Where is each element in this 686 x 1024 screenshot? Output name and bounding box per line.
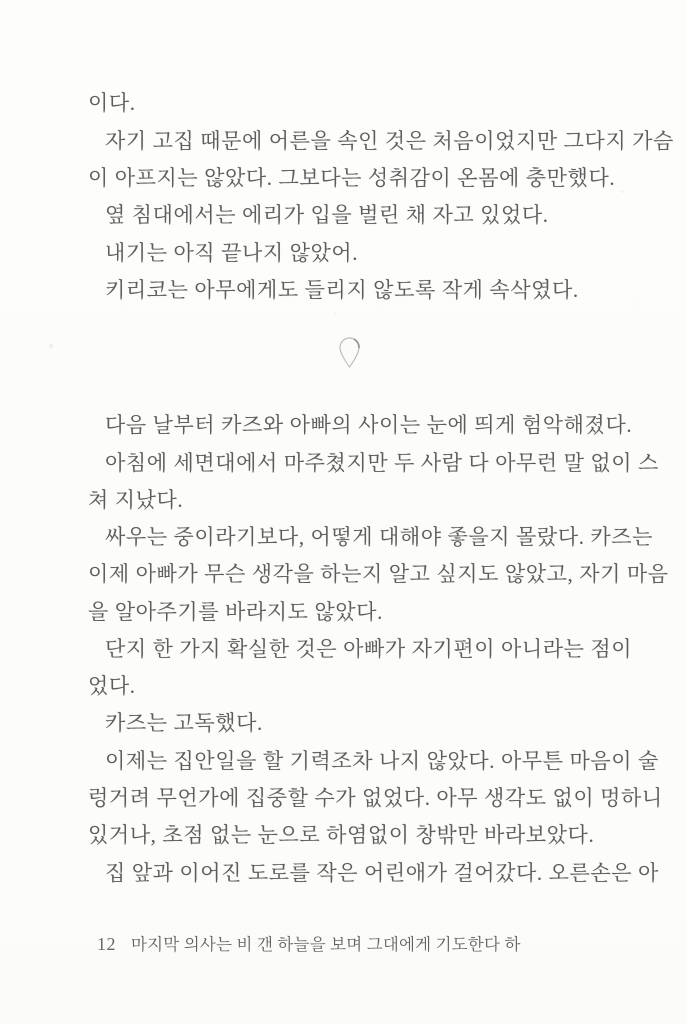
text-line: 키리코는 아무에게도 들리지 않도록 작게 속삭였다. [105,278,579,302]
text-line: 옆 침대에서는 에리가 입을 벌린 채 자고 있었다. [105,203,549,227]
page-footer [97,931,521,955]
text-line: 이 아프지는 않았다. 그보다는 성취감이 온몸에 충만했다. [88,166,616,190]
text-line: 이제 아빠가 무슨 생각을 하는지 알고 싶지도 않았고, 자기 마음 [88,562,669,586]
text-line: 이제는 집안일을 할 기력조차 나지 않았다. 아무튼 마음이 술 [105,749,659,773]
scan-speck [49,344,53,348]
scan-speck [334,312,337,315]
scan-speck [621,190,624,193]
text-line: 아침에 세면대에서 마주쳤지만 두 사람 다 아무런 말 없이 스 [105,451,659,475]
text-line: 집 앞과 이어진 도로를 작은 어린애가 걸어갔다. 오른손은 아 [105,861,659,885]
raindrop-icon [336,333,363,371]
text-line: 싸우는 중이라기보다, 어떻게 대해야 좋을지 몰랐다. 카즈는 [105,525,654,549]
page-number: 12 [97,934,116,954]
text-line: 자기 고집 때문에 어른을 속인 것은 처음이었지만 그다지 가슴 [105,129,674,153]
text-line: 쳐 지났다. [88,488,184,512]
text-line: 을 알아주기를 바라지도 않았다. [88,600,383,624]
text-line: 렁거려 무언가에 집중할 수가 없었다. 아무 생각도 없이 멍하니 [88,786,663,810]
text-line: 있거나, 초점 없는 눈으로 하염없이 창밖만 바라보았다. [88,823,595,847]
text-line: 카즈는 고독했다. [105,711,263,735]
running-title: 마지막 의사는 비 갠 하늘을 보며 그대에게 기도한다 하 [131,935,521,954]
text-line: 다음 날부터 카즈와 아빠의 사이는 눈에 띄게 험악해졌다. [105,413,633,437]
text-line: 었다. [88,674,136,698]
text-line: 이다. [88,91,136,115]
text-line: 단지 한 가지 확실한 것은 아빠가 자기편이 아니라는 점이 [105,637,633,661]
text-line: 내기는 아직 끝나지 않았어. [105,241,359,265]
